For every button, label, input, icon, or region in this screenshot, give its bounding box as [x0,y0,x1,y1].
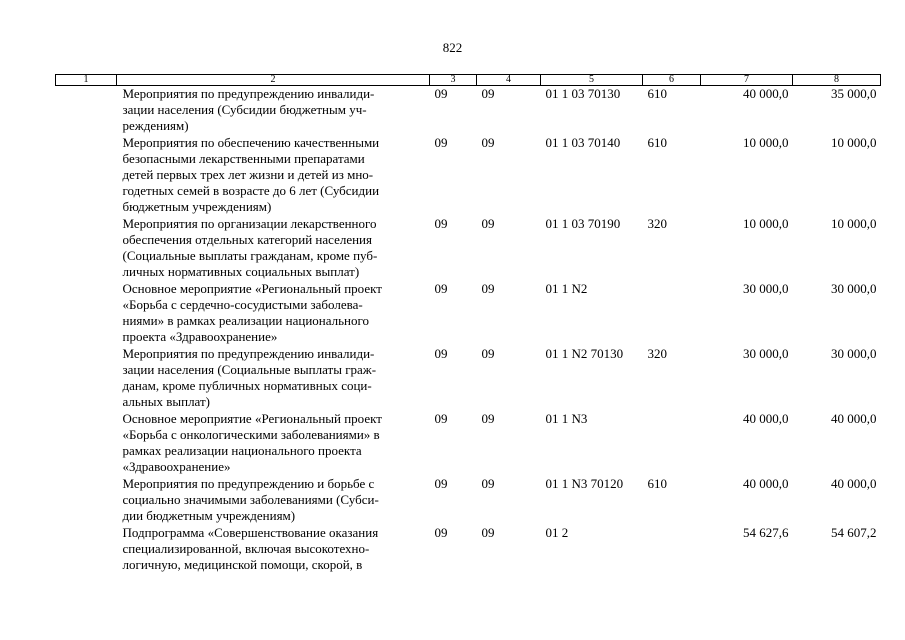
row-name-line: данам, кроме публичных нормативных соци- [122,378,372,393]
amount-col8-cell: 30 000,0 [831,346,877,361]
column-header: 8 [793,75,881,86]
target-item-cell: 01 1 N3 70120 [545,476,624,491]
row-name-cell [117,135,430,216]
target-item-cell: 01 1 N2 [545,281,588,296]
col1-cell [56,86,117,136]
amount-col8-cell: 10 000,0 [831,216,877,231]
subsection-code-cell: 09 [481,281,495,296]
row-name-line: личных нормативных социальных выплат) [122,264,360,279]
section-code-cell: 09 [434,411,448,426]
section-code-cell: 09 [434,525,448,540]
amount-col7-cell: 40 000,0 [743,86,789,101]
row-name-cell [117,525,430,574]
row-name-line: Основное мероприятие «Региональный проект [122,411,382,426]
amount-col7-cell: 40 000,0 [743,411,789,426]
amount-col8-cell: 40 000,0 [831,476,877,491]
table-row [56,281,881,346]
column-header: 7 [701,75,793,86]
target-item-cell: 01 2 [545,525,569,540]
target-item-cell: 01 1 03 70130 [545,86,621,101]
expense-type-cell: 610 [647,86,667,101]
row-name-line: социально значимыми заболеваниями (Субси- [122,492,379,507]
row-name-line: рамках реализации национального проекта [122,443,362,458]
table-row [56,216,881,281]
section-code-cell: 09 [434,281,448,296]
column-header: 1 [56,75,117,86]
table-header [56,75,881,86]
subsection-code-cell: 09 [481,476,495,491]
row-name-line: Подпрограмма «Совершенствование оказания [122,525,379,540]
subsection-code-cell: 09 [481,411,495,426]
expense-type-cell [643,281,701,346]
column-header: 5 [541,75,643,86]
col1-cell [56,281,117,346]
column-header: 3 [430,75,477,86]
amount-col8-cell: 40 000,0 [831,411,877,426]
row-name-line: дии бюджетным учреждениям) [122,508,296,523]
row-name-cell [117,281,430,346]
row-name-line: Мероприятия по обеспечению качественными [122,135,380,150]
row-name-line: ниями» в рамках реализации национального [122,313,369,328]
expense-type-cell: 610 [647,135,667,150]
row-name-cell [117,216,430,281]
page-number: 822 [442,40,463,55]
section-code-cell: 09 [434,135,448,150]
subsection-code-cell: 09 [481,525,495,540]
section-code-cell: 09 [434,476,448,491]
row-name-line: логичную, медицинской помощи, скорой, в [122,557,363,572]
table-row [56,135,881,216]
section-code-cell: 09 [434,86,448,101]
row-name-line: Мероприятия по предупреждению и борьбе с [122,476,375,491]
amount-col7-cell: 30 000,0 [743,281,789,296]
amount-col8-cell: 10 000,0 [831,135,877,150]
subsection-code-cell: 09 [481,216,495,231]
row-name-line: Мероприятия по организации лекарственного [122,216,377,231]
target-item-cell: 01 1 N3 [545,411,588,426]
expense-type-cell: 610 [647,476,667,491]
subsection-code-cell: 09 [481,86,495,101]
table-row [56,525,881,574]
row-name-line: зации населения (Социальные выплаты граж- [122,362,377,377]
expense-type-cell: 320 [647,216,667,231]
expense-type-cell [643,525,701,574]
col1-cell [56,216,117,281]
budget-table [55,74,881,574]
row-name-line: бюджетным учреждениям) [122,199,272,214]
row-name-line: «Борьба с сердечно-сосудистыми заболева- [122,297,363,312]
column-header: 2 [117,75,430,86]
row-name-line: (Социальные выплаты гражданам, кроме пуб- [122,248,378,263]
expense-type-cell: 320 [647,346,667,361]
row-name-line: детей первых трех лет жизни и детей из мно- [122,167,374,182]
target-item-cell: 01 1 N2 70130 [545,346,624,361]
row-name-line: Мероприятия по предупреждению инвалиди- [122,346,375,361]
row-name-line: годетных семей в возрасте до 6 лет (Субсидии [122,183,380,198]
col1-cell [56,525,117,574]
target-item-cell: 01 1 03 70140 [545,135,621,150]
expense-type-cell [643,411,701,476]
section-code-cell: 09 [434,216,448,231]
row-name-line: «Здравоохранение» [122,459,231,474]
target-item-cell: 01 1 03 70190 [545,216,621,231]
amount-col7-cell: 40 000,0 [743,476,789,491]
table-body [56,86,881,575]
col1-cell [56,476,117,525]
subsection-code-cell: 09 [481,346,495,361]
column-header: 6 [643,75,701,86]
row-name-cell [117,411,430,476]
col1-cell [56,346,117,411]
amount-col7-cell: 10 000,0 [743,135,789,150]
subsection-code-cell: 09 [481,135,495,150]
row-name-cell [117,346,430,411]
row-name-line: безопасными лекарственными препаратами [122,151,365,166]
row-name-line: зации населения (Субсидии бюджетным уч- [122,102,367,117]
amount-col7-cell: 10 000,0 [743,216,789,231]
row-name-line: альных выплат) [122,394,211,409]
table-row [56,346,881,411]
row-name-line: Мероприятия по предупреждению инвалиди- [122,86,375,101]
amount-col8-cell: 30 000,0 [831,281,877,296]
row-name-line: «Борьба с онкологическими заболеваниями» в [122,427,380,442]
row-name-line: обеспечения отдельных категорий населения [122,232,372,247]
row-name-line: Основное мероприятие «Региональный проект [122,281,382,296]
row-name-line: реждениям) [122,118,189,133]
table-row [56,411,881,476]
row-name-cell [117,476,430,525]
amount-col8-cell: 54 607,2 [831,525,877,540]
amount-col7-cell: 54 627,6 [743,525,789,540]
section-code-cell: 09 [434,346,448,361]
table-row [56,86,881,136]
row-name-line: специализированной, включая высокотехно- [122,541,370,556]
amount-col7-cell: 30 000,0 [743,346,789,361]
column-header: 4 [477,75,541,86]
amount-col8-cell: 35 000,0 [831,86,877,101]
col1-cell [56,135,117,216]
row-name-line: проекта «Здравоохранение» [122,329,278,344]
row-name-cell [117,86,430,136]
table-row [56,476,881,525]
col1-cell [56,411,117,476]
